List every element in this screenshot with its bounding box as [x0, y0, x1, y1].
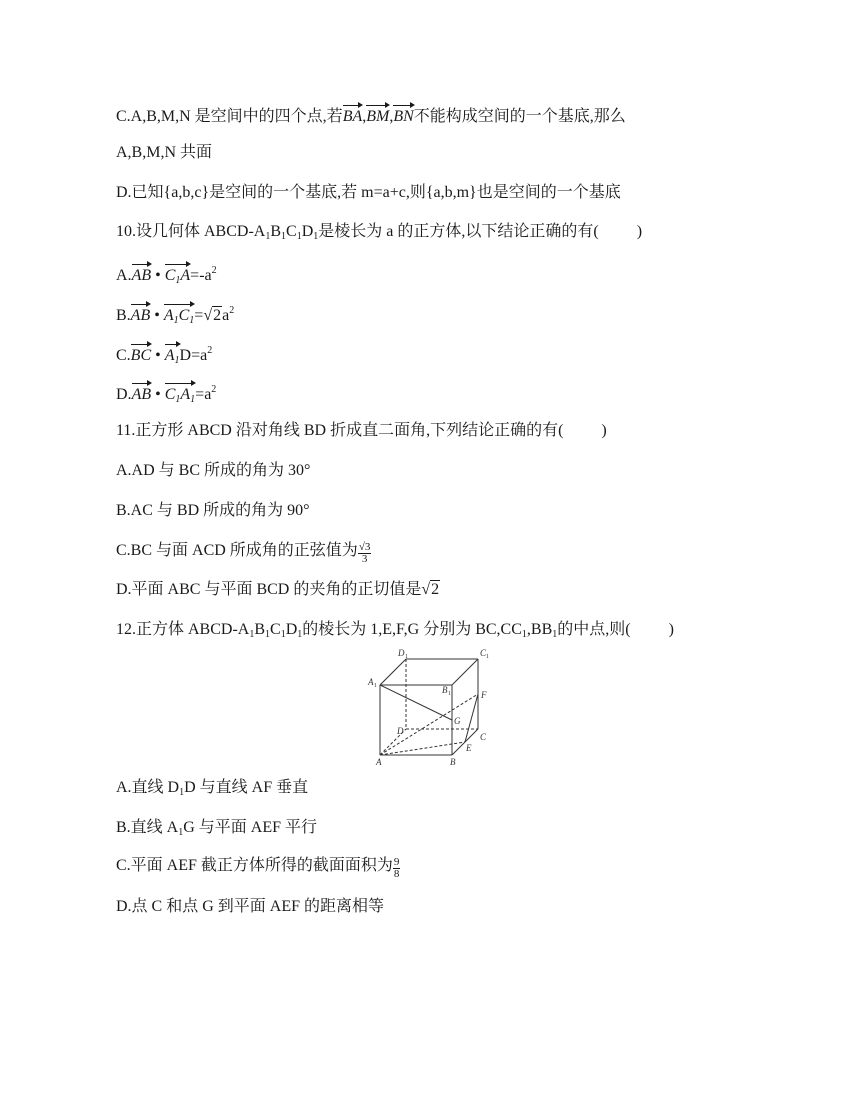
label-c1: C: [480, 648, 487, 658]
q12-option-a: A.直线 $D_1D$ 与直线 AF 垂直: [116, 779, 309, 798]
q12-option-b: B.直线 $A_1G$ 与平面 AEF 平行: [116, 819, 318, 838]
q9-option-c-line1: C.A,B,M,N 是空间中的四个点,若BA,BM,BN不能构成空间的一个基底,那么: [116, 103, 626, 127]
q10-option-b: B.AB • $A_1C_1=√2a^2$: [116, 302, 234, 326]
q11-option-b: B.AC 与 BD 所成的角为 90°: [116, 502, 310, 519]
q10-stem: 10.设几何体 ABCD-$A_1B_1C_1D_1$是棱长为 a 的正方体,以下结论正确的有( ): [116, 223, 643, 242]
label-b1: B: [442, 685, 448, 695]
q10-option-d: D.AB • $C_1A_1=a^2$: [116, 381, 216, 405]
svg-text:1: 1: [448, 691, 451, 697]
q11-stem: 11.正方形 ABCD 沿对角线 BD 折成直二面角,下列结论正确的有( ): [116, 422, 607, 439]
q11-option-a: A.AD 与 BC 所成的角为 30°: [116, 462, 311, 479]
q10-option-c: C.BC • $A_1D=a^2$: [116, 342, 212, 366]
label-e: E: [466, 743, 472, 753]
label-g: G: [454, 716, 461, 726]
q10-option-a: A.AB • $C_1A=-a^2$: [116, 262, 217, 286]
cube-figure: [366, 645, 502, 770]
label-c: C: [480, 732, 487, 742]
q11-option-c: C.BC 与面 ACD 所成角的正弦值为 $\frac{√3}{3}$: [116, 541, 371, 565]
svg-text:1: 1: [374, 683, 377, 689]
q9-option-c-line2: A,B,M,N 共面: [116, 144, 213, 161]
q12-option-d: D.点 C 和点 G 到平面 AEF 的距离相等: [116, 898, 385, 915]
segment-af-hidden: [380, 694, 478, 755]
edge-a1d1: [380, 659, 406, 685]
label-f: F: [481, 690, 487, 700]
label-a1: A: [368, 677, 374, 687]
label-b: B: [450, 757, 456, 767]
label-d: D: [397, 726, 404, 736]
q9-option-d: D.已知{a,b,c}是空间的一个基底,若 m=a+c,则{a,b,m}也是空间的一个基底: [116, 184, 621, 201]
svg-text:1: 1: [486, 654, 489, 660]
q12-option-c: C.平面 AEF 截正方体所得的截面面积为 $\frac{9}{8}$: [116, 856, 400, 880]
svg-text:1: 1: [405, 654, 408, 660]
q11-option-d: D.平面 ABC 与平面 BCD 的夹角的正切值是√2: [116, 581, 440, 598]
label-d1: D: [398, 648, 405, 658]
edge-b1c1: [452, 659, 478, 685]
label-a: A: [376, 757, 382, 767]
q12-stem: 12.正方体 ABCD-$A_1B_1C_1D_1$的棱长为 1,E,F,G 分别为 $BC,CC_1,BB_1$的中点,则( ): [116, 621, 674, 640]
